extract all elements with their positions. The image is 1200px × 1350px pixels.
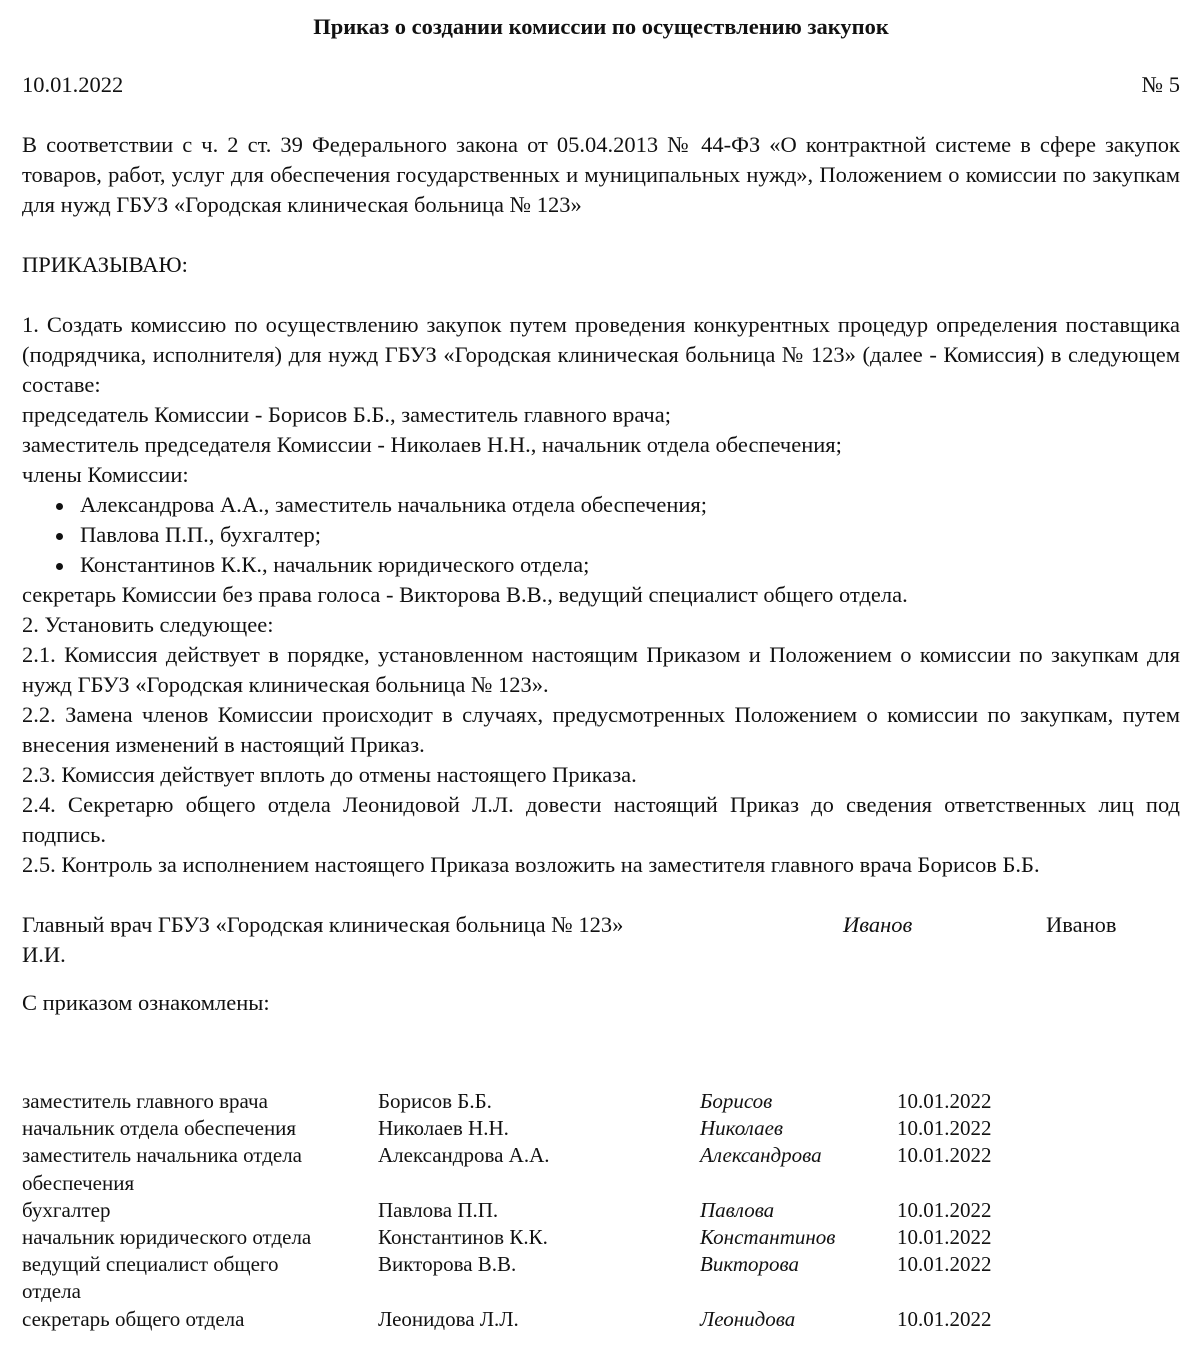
subitem: 2.2. Замена членов Комиссии происходит в случаях, предусмотренных Положением о комиссии по закупкам, путем внесения изменений в настоящий Приказ. xyxy=(22,702,1180,757)
member-item: Константинов К.К., начальник юридического отдела; xyxy=(22,550,1180,580)
acknowledged-label: С приказом ознакомлены: xyxy=(22,990,270,1015)
handwritten-signature: Иванов xyxy=(843,912,913,937)
vice-chairman: заместитель председателя Комиссии - Николаев Н.Н., начальник отдела обеспечения; xyxy=(22,432,842,457)
ack-name: Борисов Б.Б. xyxy=(378,1089,492,1113)
subitem: 2.5. Контроль за исполнением настоящего Приказа возложить на заместителя главного врача Борисов Б.Б. xyxy=(22,852,1040,877)
preamble: В соответствии с ч. 2 ст. 39 Федерального закона от 05.04.2013 № 44-ФЗ «О контрактной системе в сфере закупок товаров, работ, услуг для обеспечения государственных и муниципальных нужд», Положением о комиссии по закупкам для нужд ГБУЗ «Городская клиническая больница № 123» xyxy=(22,132,1180,217)
ack-position: секретарь общего отдела xyxy=(22,1306,245,1331)
acknowledgement-table xyxy=(22,1088,992,1333)
order-word: ПРИКАЗЫВАЮ: xyxy=(22,252,188,277)
member-item: Александрова А.А., заместитель начальника отдела обеспечения; xyxy=(22,490,1180,520)
ack-position: заместитель главного врача xyxy=(22,1089,268,1113)
order-number: № 5 xyxy=(1141,72,1180,97)
ack-signature: Викторова xyxy=(700,1252,800,1277)
chairman: председатель Комиссии - Борисов Б.Б., заместитель главного врача; xyxy=(22,402,671,427)
ack-signature: Леонидова xyxy=(700,1306,796,1331)
ack-date: 10.01.2022 xyxy=(897,1252,992,1277)
ack-date: 10.01.2022 xyxy=(897,1225,992,1250)
ack-position: бухгалтер xyxy=(22,1197,111,1222)
acknowledgement-row xyxy=(22,1306,992,1333)
acknowledgement-row xyxy=(22,1088,992,1115)
ack-signature: Николаев xyxy=(700,1116,784,1141)
signer-surname: Иванов xyxy=(1046,912,1117,937)
acknowledgement-row xyxy=(22,1115,992,1142)
acknowledgement-row xyxy=(22,1142,992,1196)
ack-name: Леонидова Л.Л. xyxy=(378,1306,519,1331)
secretary: секретарь Комиссии без права голоса - Викторова В.В., ведущий специалист общего отдела. xyxy=(22,582,908,607)
acknowledgement-row xyxy=(22,1224,992,1251)
members-label: члены Комиссии: xyxy=(22,462,189,487)
ack-date: 10.01.2022 xyxy=(897,1306,992,1331)
ack-name: Павлова П.П. xyxy=(378,1197,499,1222)
ack-position: начальник отдела обеспечения xyxy=(22,1116,297,1141)
ack-date: 10.01.2022 xyxy=(897,1116,992,1141)
ack-date: 10.01.2022 xyxy=(897,1197,992,1222)
ack-date: 10.01.2022 xyxy=(897,1089,992,1113)
ack-position: заместитель начальника отдела обеспечения xyxy=(22,1143,302,1195)
ack-name: Николаев Н.Н. xyxy=(378,1116,509,1141)
signer-position: Главный врач ГБУЗ «Городская клиническая больница № 123» xyxy=(22,912,624,937)
item-1: 1. Создать комиссию по осуществлению закупок путем проведения конкурентных процедур определения поставщика (подрядчика, исполнителя) для нужд ГБУЗ «Городская клиническая больница № 123» (далее - Комиссия) в следующем составе: xyxy=(22,312,1180,397)
member-item: Павлова П.П., бухгалтер; xyxy=(22,520,1180,550)
subitem: 2.3. Комиссия действует вплоть до отмены настоящего Приказа. xyxy=(22,762,637,787)
ack-position: начальник юридического отдела xyxy=(22,1225,312,1250)
ack-name: Викторова В.В. xyxy=(378,1252,517,1277)
ack-name: Александрова А.А. xyxy=(378,1143,550,1168)
ack-signature: Константинов xyxy=(700,1225,836,1250)
ack-name: Константинов К.К. xyxy=(378,1225,548,1250)
order-date: 10.01.2022 xyxy=(22,72,124,97)
subitem: 2.4. Секретарю общего отдела Леонидовой Л.Л. довести настоящий Приказ до сведения ответственных лиц под подпись. xyxy=(22,792,1180,847)
ack-position: ведущий специалист общего отдела xyxy=(22,1252,279,1304)
ack-signature: Павлова xyxy=(700,1197,775,1222)
subitem: 2.1. Комиссия действует в порядке, установленном настоящим Приказом и Положением о комиссии по закупкам для нужд ГБУЗ «Городская клиническая больница № 123». xyxy=(22,642,1180,697)
ack-signature: Борисов xyxy=(700,1089,773,1113)
ack-date: 10.01.2022 xyxy=(897,1143,992,1168)
document-title: Приказ о создании комиссии по осуществлению закупок xyxy=(313,14,889,39)
acknowledgement-row xyxy=(22,1197,992,1224)
members-list xyxy=(22,490,1180,580)
item-2: 2. Установить следующее: xyxy=(22,612,274,637)
acknowledgement-row xyxy=(22,1251,992,1305)
signature-block xyxy=(22,910,1180,970)
ack-signature: Александрова xyxy=(700,1143,822,1168)
signer-initials: И.И. xyxy=(22,942,66,967)
date-number-line xyxy=(22,70,1180,100)
document-page xyxy=(22,12,1180,1018)
